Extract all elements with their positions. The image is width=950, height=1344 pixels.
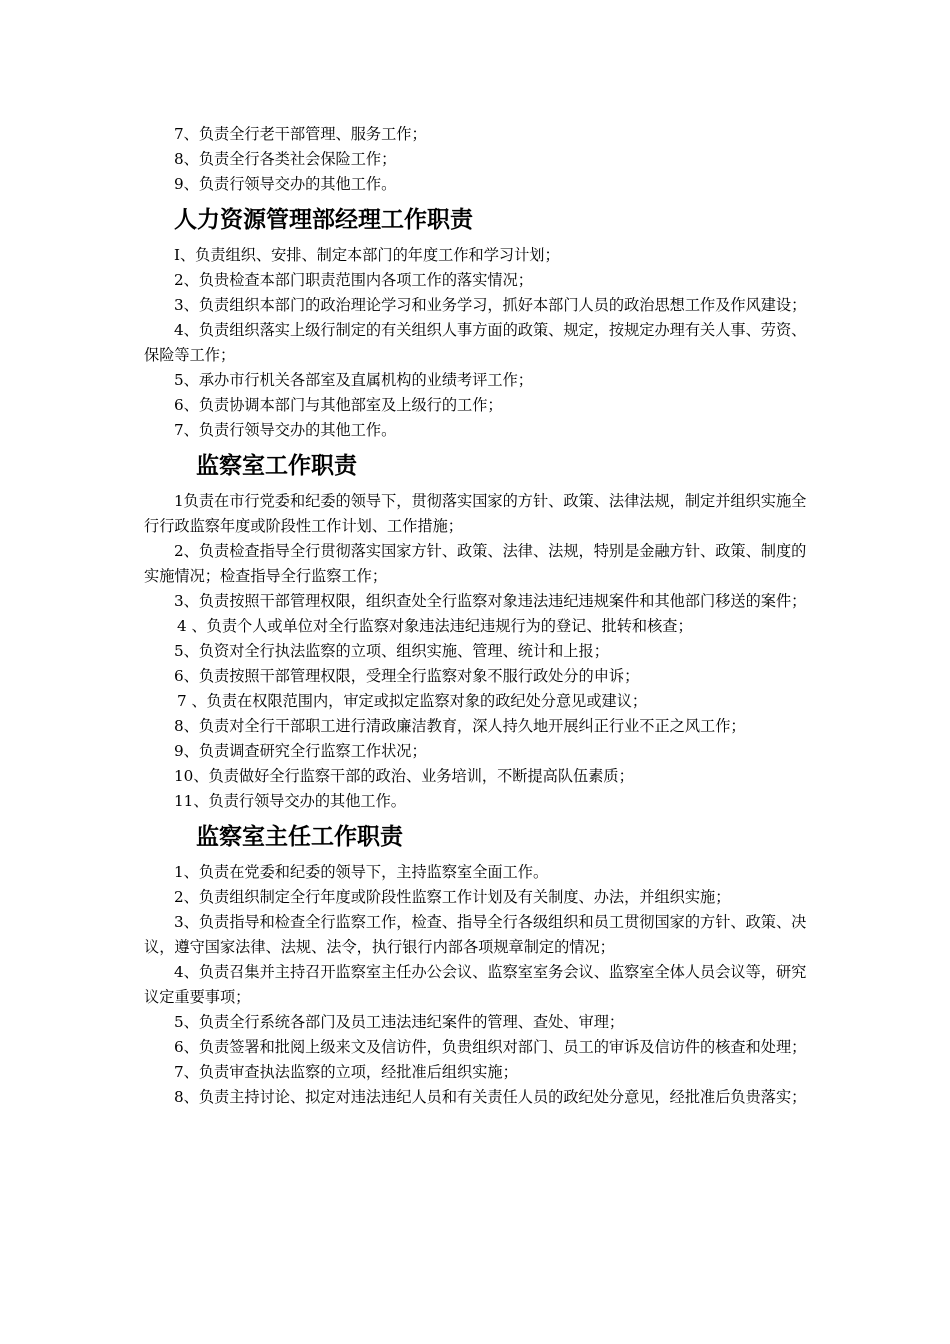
list-item: 9、负责行领导交办的其他工作。 xyxy=(174,175,397,193)
list-item: 1、负责在党委和纪委的领导下，主持监察室全面工作。 xyxy=(174,863,549,881)
list-item: 5、承办市行机关各部室及直属机构的业绩考评工作； xyxy=(174,371,533,389)
list-item: 4、负责召集并主持召开监察室主任办公会议、监察室室务会议、监察室全体人员会议等，研究议定重要事项； xyxy=(144,963,807,1006)
list-item: 2、负贵检查本部门职责范围内各项工作的落实情况； xyxy=(174,271,533,289)
section-top xyxy=(144,122,816,197)
list-item: 8、负责全行各类社会保险工作； xyxy=(174,150,397,168)
list-item: 2、负责组织制定全行年度或阶段性监察工作计划及有关制度、办法，并组织实施； xyxy=(174,888,731,906)
list-item: 7、负责行领导交办的其他工作。 xyxy=(174,421,397,439)
list-item: 3、负责指导和检查全行监察工作，检查、指导全行各级组织和员工贯彻国家的方针、政策、决议，遵守国家法律、法规、法令，执行银行内部各项规章制定的情况； xyxy=(144,913,807,956)
section-hr-manager xyxy=(144,205,816,443)
document-page xyxy=(144,122,816,1110)
list-item: 8、负责主持讨论、拟定对违法违纪人员和有关责任人员的政纪处分意见，经批准后负贵落实； xyxy=(174,1088,807,1106)
section-heading: 监察室工作职责 xyxy=(196,453,357,479)
list-item: 7 、负责在权限范围内，审定或拟定监察对象的政纪处分意见或建议； xyxy=(177,692,648,710)
list-item: 5、负资对全行执法监察的立项、组织实施、管理、统计和上报； xyxy=(174,642,609,660)
list-item: 4、负责组织落实上级行制定的有关组织人事方面的政策、规定，按规定办理有关人事、劳资、保险等工作； xyxy=(144,321,807,364)
list-item: 6、负责签署和批阅上级来文及信访件，负贵组织对部门、员工的审诉及信访件的核查和处理； xyxy=(174,1038,807,1056)
list-item: I、负责组织、安排、制定本部门的年度工作和学习计划； xyxy=(174,246,560,264)
section-supervision-director xyxy=(144,822,816,1110)
list-item: 1负责在市行党委和纪委的领导下，贯彻落实国家的方针、政策、法律法规，制定并组织实施全行行政监察年度或阶段性工作计划、工作措施； xyxy=(144,492,807,535)
list-item: 5、负责全行系统各部门及员工违法违纪案件的管理、查处、审理； xyxy=(174,1013,625,1031)
list-item: 3、负责按照干部管理权限，组织查处全行监察对象违法违纪违规案件和其他部门移送的案件； xyxy=(174,592,807,610)
list-item: 6、负责按照干部管理权限，受理全行监察对象不服行政处分的申诉； xyxy=(174,667,640,685)
list-item: 8、负责对全行干部职工进行清政廉洁教育，深人持久地开展纠正行业不正之风工作； xyxy=(174,717,746,735)
list-item: 6、负责协调本部门与其他部室及上级行的工作； xyxy=(174,396,503,414)
section-supervision-office xyxy=(144,451,816,814)
list-item: 11、负责行领导交办的其他工作。 xyxy=(174,792,406,810)
list-item: 7、负责全行老干部管理、服务工作； xyxy=(174,125,427,143)
section-heading: 人力资源管理部经理工作职责 xyxy=(174,207,473,233)
list-item: 3、负责组织本部门的政治理论学习和业务学习，抓好本部门人员的政治思想工作及作风建设； xyxy=(174,296,807,314)
list-item: 7、负责审查执法监察的立项，经批准后组织实施； xyxy=(174,1063,518,1081)
section-heading: 监察室主任工作职责 xyxy=(196,824,403,850)
list-item: 4 、负责个人或单位对全行监察对象违法违纪违规行为的登记、批转和核查； xyxy=(177,617,693,635)
list-item: 10、负责做好全行监察干部的政治、业务培训，不断提高队伍素质； xyxy=(174,767,634,785)
list-item: 9、负责调查研究全行监察工作状况； xyxy=(174,742,427,760)
list-item: 2、负责检查指导全行贯彻落实国家方针、政策、法律、法规，特别是金融方针、政策、制度的实施情况；检查指导全行监察工作； xyxy=(144,542,807,585)
